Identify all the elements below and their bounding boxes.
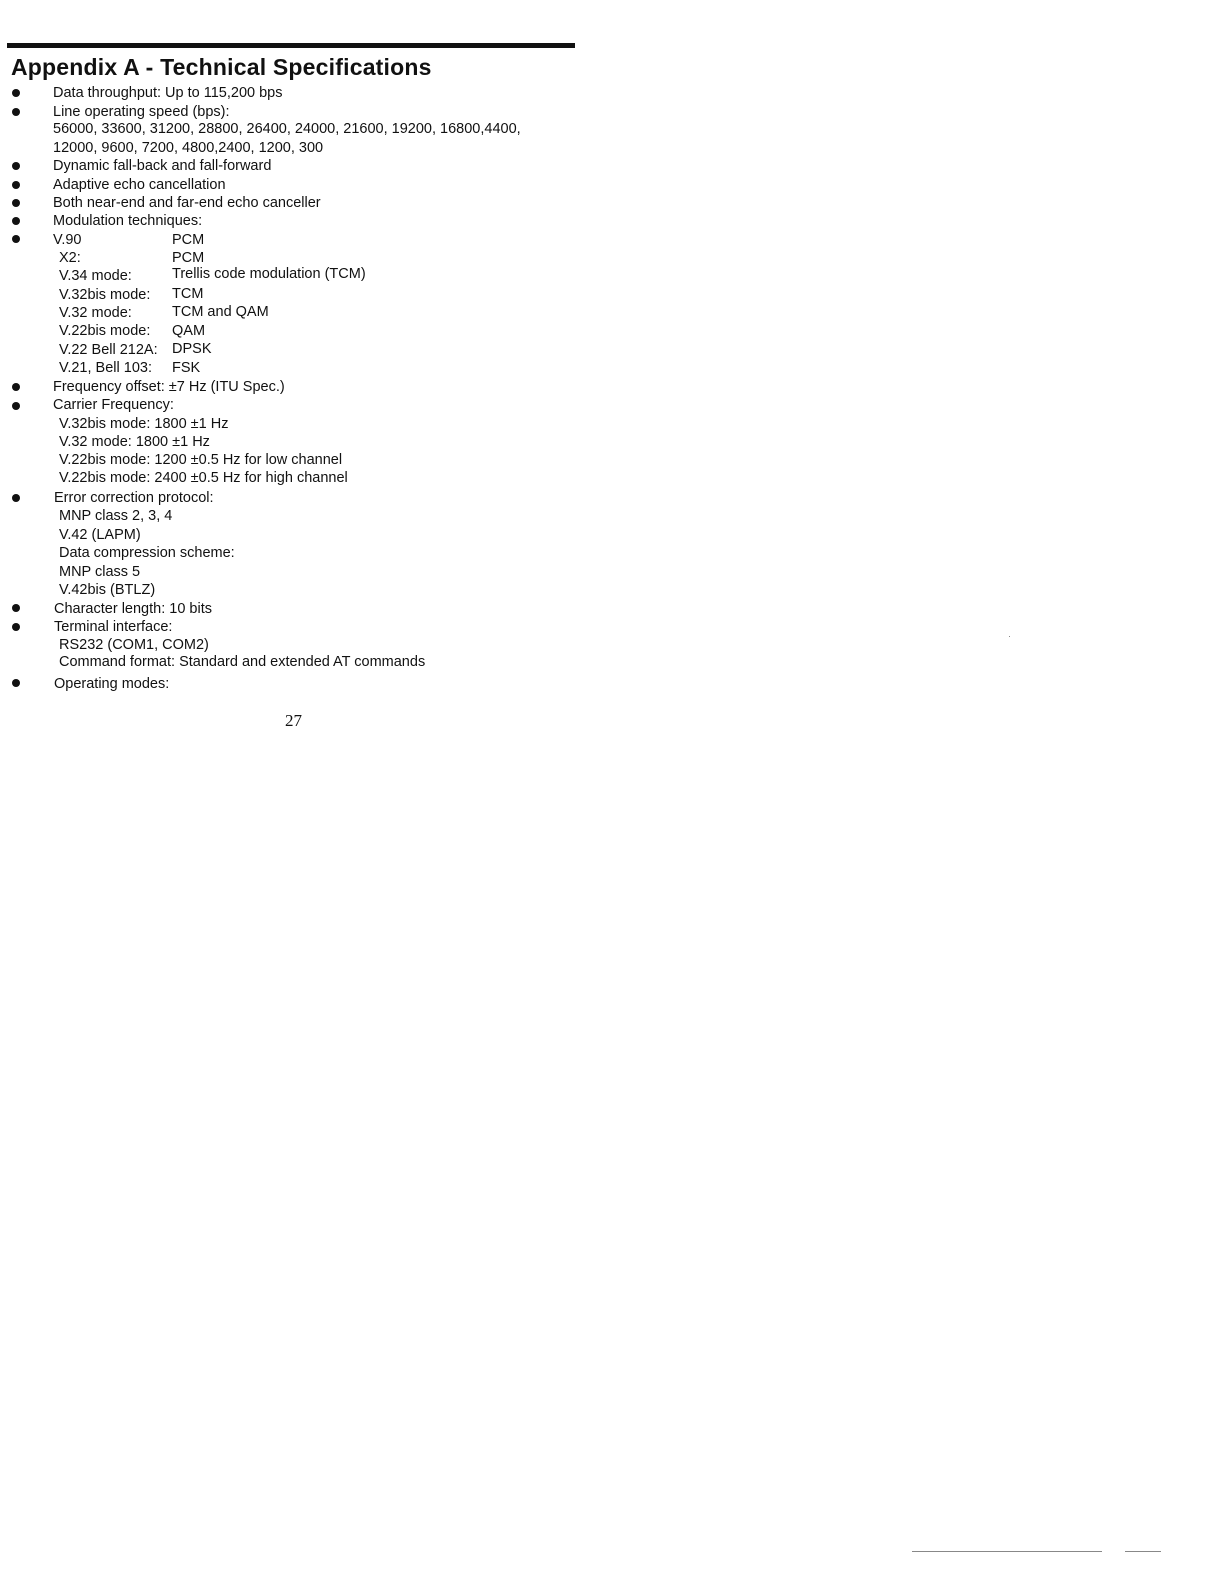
spec-compression-label: Data compression scheme: — [59, 545, 235, 561]
spec-modulation-label: Modulation techniques: — [53, 213, 203, 229]
modulation-technique: PCM — [172, 250, 205, 266]
spec-command-format: Command format: Standard and extended AT commands — [59, 654, 426, 670]
modulation-mode: V.32bis mode: — [59, 287, 151, 303]
bullet-icon — [12, 181, 20, 189]
bullet-icon — [12, 623, 20, 631]
spec-char-length: Character length: 10 bits — [54, 601, 212, 617]
modulation-technique: QAM — [172, 323, 206, 339]
bullet-icon — [12, 235, 20, 243]
modulation-technique: Trellis code modulation (TCM) — [172, 266, 366, 282]
spec-line-speed-values: 56000, 33600, 31200, 28800, 26400, 24000, 21600, 19200, 16800,4400, — [53, 121, 521, 137]
bullet-icon — [12, 217, 20, 225]
modulation-mode: V.90 — [53, 232, 82, 248]
spec-carrier-value: V.32 mode: 1800 ±1 Hz — [59, 434, 210, 450]
spec-carrier-value: V.32bis mode: 1800 ±1 Hz — [59, 416, 229, 432]
bullet-icon — [12, 383, 20, 391]
bullet-icon — [12, 679, 20, 687]
bullet-icon — [12, 494, 20, 502]
spec-echo-cancellation: Adaptive echo cancellation — [53, 177, 226, 193]
page-title: Appendix A - Technical Specifications — [11, 54, 432, 80]
spec-compression-value: MNP class 5 — [59, 564, 141, 580]
bullet-icon — [12, 402, 20, 410]
spec-fallback: Dynamic fall-back and fall-forward — [53, 158, 272, 174]
bullet-icon — [12, 162, 20, 170]
spec-data-throughput: Data throughput: Up to 115,200 bps — [53, 85, 283, 101]
spec-terminal-value: RS232 (COM1, COM2) — [59, 637, 209, 653]
spec-frequency-offset: Frequency offset: ±7 Hz (ITU Spec.) — [53, 379, 285, 395]
modulation-mode: V.21, Bell 103: — [59, 360, 152, 376]
spec-error-value: V.42 (LAPM) — [59, 527, 141, 543]
bullet-icon — [12, 89, 20, 97]
modulation-mode: V.34 mode: — [59, 268, 132, 284]
spec-carrier-label: Carrier Frequency: — [53, 397, 174, 413]
spec-line-speed-values: 12000, 9600, 7200, 4800,2400, 1200, 300 — [53, 140, 324, 156]
spec-error-value: MNP class 2, 3, 4 — [59, 508, 173, 524]
modulation-mode: V.32 mode: — [59, 305, 132, 321]
bullet-icon — [12, 199, 20, 207]
bullet-icon — [12, 108, 20, 116]
spec-compression-value: V.42bis (BTLZ) — [59, 582, 156, 598]
spec-operating-modes: Operating modes: — [54, 676, 170, 692]
spec-carrier-value: V.22bis mode: 2400 ±0.5 Hz for high channel — [59, 470, 348, 486]
spec-carrier-value: V.22bis mode: 1200 ±0.5 Hz for low channel — [59, 452, 343, 468]
modulation-technique: PCM — [172, 232, 205, 248]
page-number: 27 — [285, 711, 302, 730]
spec-echo-canceller: Both near-end and far-end echo canceller — [53, 195, 321, 211]
modulation-technique: TCM — [172, 286, 204, 302]
modulation-technique: FSK — [172, 360, 201, 376]
modulation-technique: TCM and QAM — [172, 304, 269, 320]
modulation-mode: X2: — [59, 250, 81, 266]
modulation-mode: V.22bis mode: — [59, 323, 151, 339]
header-rule — [7, 43, 575, 48]
spec-line-speed-label: Line operating speed (bps): — [53, 104, 230, 120]
modulation-mode: V.22 Bell 212A: — [59, 342, 158, 358]
spec-terminal-label: Terminal interface: — [54, 619, 173, 635]
scan-artifact — [1125, 1551, 1161, 1552]
bullet-icon — [12, 604, 20, 612]
scan-artifact — [912, 1551, 1102, 1552]
scan-artifact — [1009, 636, 1010, 637]
modulation-technique: DPSK — [172, 341, 212, 357]
spec-error-label: Error correction protocol: — [54, 490, 214, 506]
